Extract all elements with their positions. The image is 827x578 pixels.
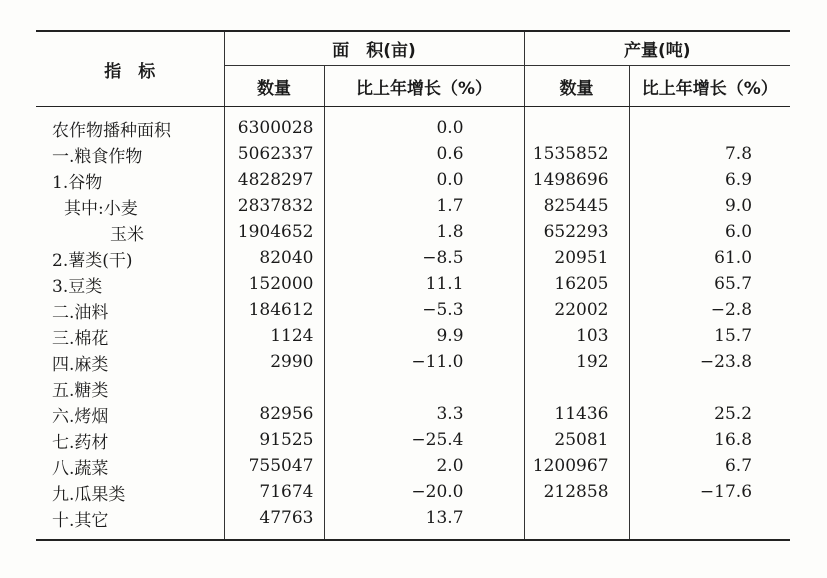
- area-growth-cell: 0.0: [324, 107, 524, 142]
- output-growth-cell: [629, 505, 790, 540]
- row-label: 玉米: [110, 224, 144, 245]
- area-growth-cell: 9.9: [324, 323, 524, 349]
- area-growth-cell: 3.3: [324, 401, 524, 427]
- output-growth-cell: 6.7: [629, 453, 790, 479]
- area-growth-cell: 0.0: [324, 167, 524, 193]
- table-row: [36, 297, 790, 323]
- area-quantity-cell: 47763: [224, 505, 324, 540]
- area-growth-cell: 13.7: [324, 505, 524, 540]
- table-header: [36, 31, 790, 107]
- area-quantity-cell: 82040: [224, 245, 324, 271]
- output-quantity-cell: 212858: [524, 479, 629, 505]
- output-growth-cell: −2.8: [629, 297, 790, 323]
- area-growth-cell: −20.0: [324, 479, 524, 505]
- output-quantity-cell: 1498696: [524, 167, 629, 193]
- output-growth-cell: [629, 107, 790, 142]
- output-quantity-cell: [524, 375, 629, 401]
- area-quantity-cell: 5062337: [224, 141, 324, 167]
- output-growth-cell: 25.2: [629, 401, 790, 427]
- output-quantity-cell: 22002: [524, 297, 629, 323]
- row-label: 其中:小麦: [64, 198, 138, 219]
- table-row: [36, 107, 790, 142]
- table-row: [36, 167, 790, 193]
- output-growth-cell: −23.8: [629, 349, 790, 375]
- table-row: [36, 349, 790, 375]
- row-label: 四.麻类: [52, 354, 109, 375]
- area-group-header: 面 积(亩): [224, 31, 524, 66]
- output-quantity-cell: 192: [524, 349, 629, 375]
- area-quantity-cell: 184612: [224, 297, 324, 323]
- area-growth-cell: −5.3: [324, 297, 524, 323]
- area-growth-cell: 0.6: [324, 141, 524, 167]
- output-growth-cell: 9.0: [629, 193, 790, 219]
- output-growth-cell: 15.7: [629, 323, 790, 349]
- area-quantity-cell: 1124: [224, 323, 324, 349]
- row-label: 十.其它: [36, 505, 224, 540]
- indicator-header: 指 标: [36, 31, 224, 107]
- row-label: 七.药材: [52, 432, 109, 453]
- area-quantity-cell: 2990: [224, 349, 324, 375]
- row-label: 3.豆类: [52, 276, 103, 297]
- row-label: 六.烤烟: [52, 406, 109, 427]
- table-row: [36, 219, 790, 245]
- area-growth-header: 比上年增长（%）: [324, 66, 524, 107]
- output-quantity-cell: [524, 505, 629, 540]
- output-growth-cell: 7.8: [629, 141, 790, 167]
- table-row: [36, 427, 790, 453]
- row-label: 三.棉花: [52, 328, 109, 349]
- output-growth-cell: 61.0: [629, 245, 790, 271]
- output-growth-cell: 6.0: [629, 219, 790, 245]
- area-growth-cell: 1.8: [324, 219, 524, 245]
- table-row: [36, 401, 790, 427]
- area-quantity-cell: 1904652: [224, 219, 324, 245]
- area-growth-cell: [324, 375, 524, 401]
- output-growth-cell: 16.8: [629, 427, 790, 453]
- output-quantity-cell: 652293: [524, 219, 629, 245]
- area-quantity-cell: 71674: [224, 479, 324, 505]
- table-row: [36, 375, 790, 401]
- table-row: [36, 479, 790, 505]
- row-label: 农作物播种面积: [52, 120, 171, 141]
- output-group-header: 产量(吨): [524, 31, 790, 66]
- area-quantity-cell: 755047: [224, 453, 324, 479]
- output-quantity-cell: 103: [524, 323, 629, 349]
- output-growth-cell: 65.7: [629, 271, 790, 297]
- row-label: 2.薯类(干): [52, 250, 133, 271]
- row-label: 二.油料: [52, 302, 109, 323]
- output-quantity-cell: 825445: [524, 193, 629, 219]
- output-growth-cell: 6.9: [629, 167, 790, 193]
- area-quantity-header: 数量: [224, 66, 324, 107]
- row-label: 1.谷物: [52, 172, 103, 193]
- output-growth-cell: [629, 375, 790, 401]
- output-quantity-cell: 1535852: [524, 141, 629, 167]
- area-growth-cell: 1.7: [324, 193, 524, 219]
- output-quantity-cell: 1200967: [524, 453, 629, 479]
- output-quantity-cell: [524, 107, 629, 142]
- area-growth-cell: 2.0: [324, 453, 524, 479]
- table-row: [36, 141, 790, 167]
- row-label: 五.糖类: [52, 380, 109, 401]
- row-label: 九.瓜果类: [52, 484, 126, 505]
- area-growth-cell: 11.1: [324, 271, 524, 297]
- area-quantity-cell: 152000: [224, 271, 324, 297]
- area-quantity-cell: 2837832: [224, 193, 324, 219]
- table-row: [36, 453, 790, 479]
- output-quantity-cell: 25081: [524, 427, 629, 453]
- output-growth-header: 比上年增长（%）: [629, 66, 790, 107]
- output-quantity-cell: 20951: [524, 245, 629, 271]
- area-growth-cell: −25.4: [324, 427, 524, 453]
- area-quantity-cell: 6300028: [224, 107, 324, 142]
- table-row: [36, 505, 790, 540]
- table-row: [36, 193, 790, 219]
- table-row: [36, 323, 790, 349]
- area-quantity-cell: 82956: [224, 401, 324, 427]
- area-growth-cell: −8.5: [324, 245, 524, 271]
- row-label: 八.蔬菜: [52, 458, 109, 479]
- output-quantity-header: 数量: [524, 66, 629, 107]
- table-body: [36, 107, 790, 541]
- output-quantity-cell: 11436: [524, 401, 629, 427]
- row-label: 一.粮食作物: [52, 146, 143, 167]
- output-growth-cell: −17.6: [629, 479, 790, 505]
- area-quantity-cell: [224, 375, 324, 401]
- output-quantity-cell: 16205: [524, 271, 629, 297]
- area-quantity-cell: 91525: [224, 427, 324, 453]
- crop-statistics-table: [36, 30, 790, 541]
- table-row: [36, 271, 790, 297]
- area-quantity-cell: 4828297: [224, 167, 324, 193]
- area-growth-cell: −11.0: [324, 349, 524, 375]
- table-row: [36, 245, 790, 271]
